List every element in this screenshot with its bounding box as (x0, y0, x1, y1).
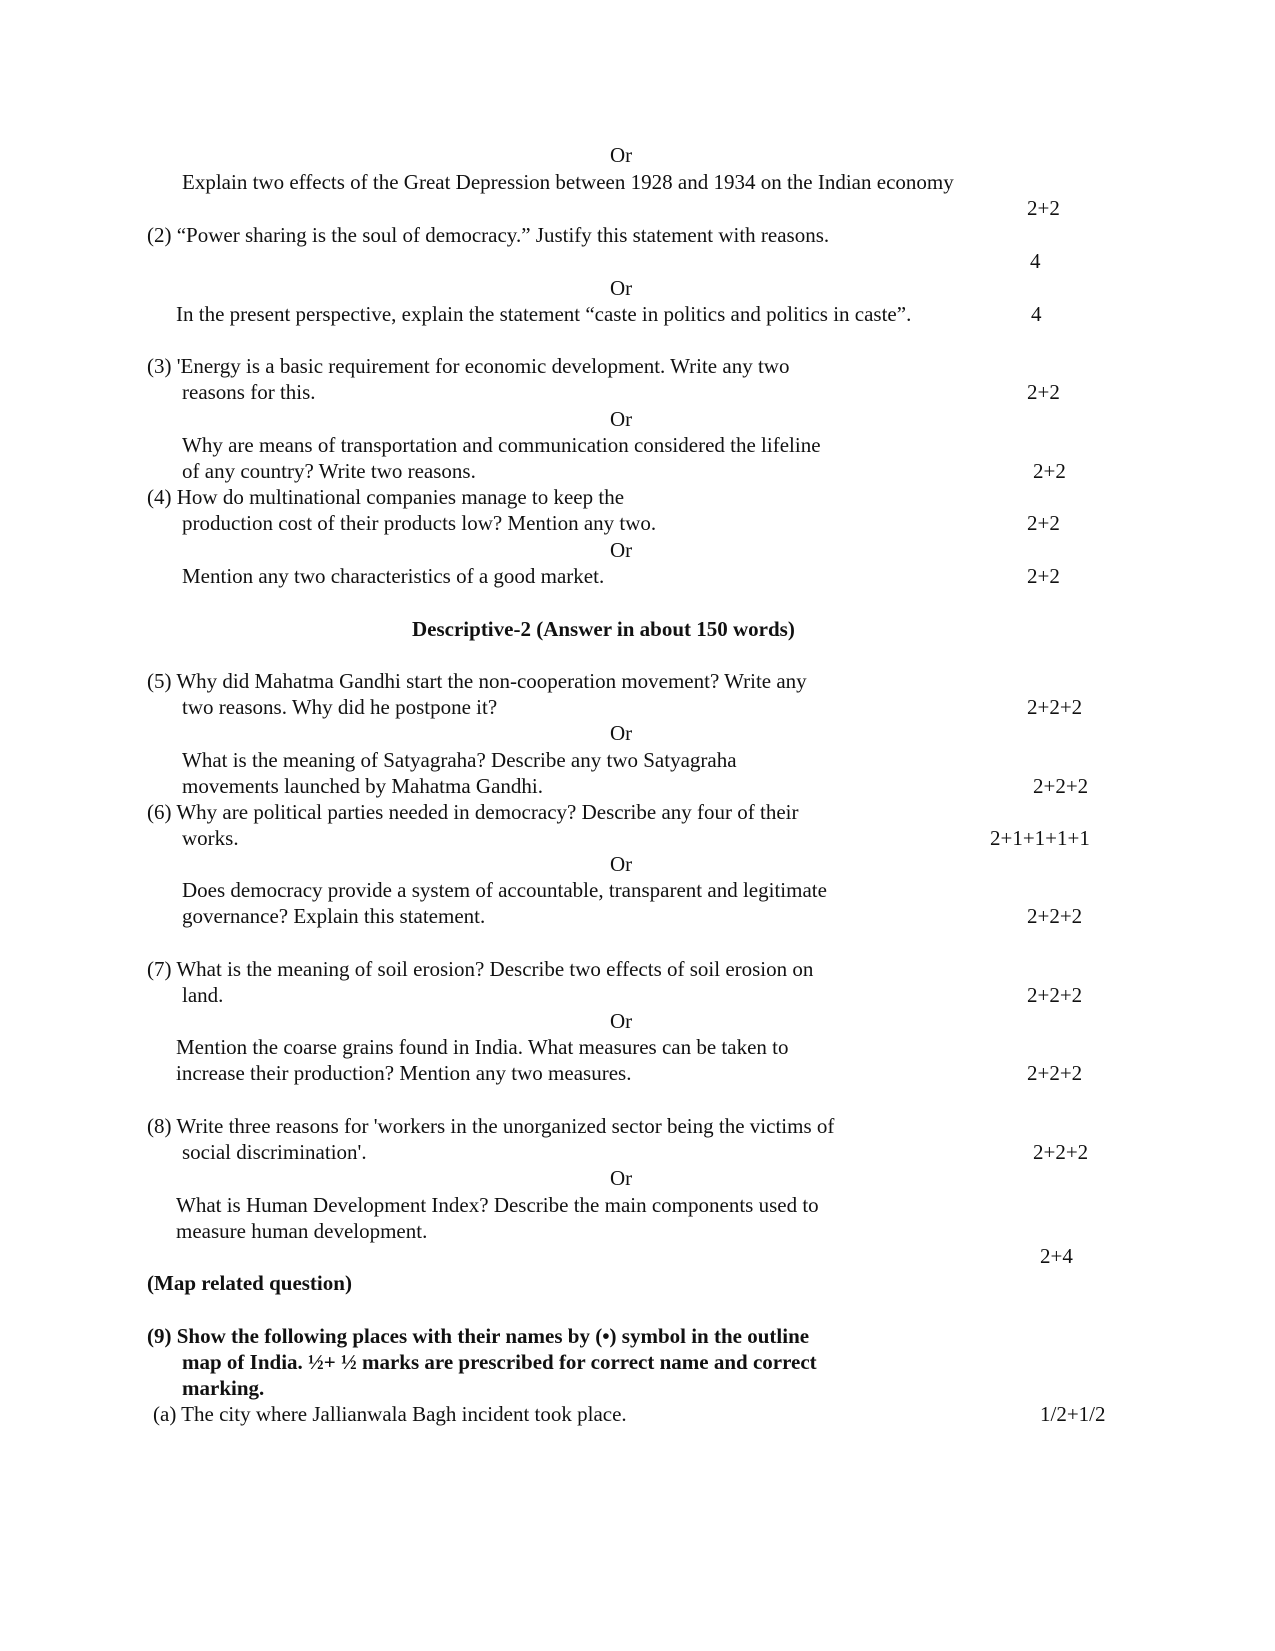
question-6-alt-line-1: Does democracy provide a system of accountable, transparent and legitimate (182, 878, 827, 902)
question-8-alt-line-1: What is Human Development Index? Describe the main components used to (176, 1193, 819, 1217)
question-8-line-1: (8) Write three reasons for 'workers in the unorganized sector being the victims of (147, 1114, 835, 1138)
question-9-part-a: (a) The city where Jallianwala Bagh incident took place. (153, 1402, 627, 1426)
map-heading: (Map related question) (147, 1271, 352, 1295)
question-9-line-1: (9) Show the following places with their names by (•) symbol in the outline (147, 1324, 810, 1348)
question-1-alt-text: Explain two effects of the Great Depression between 1928 and 1934 on the Indian economy (182, 170, 954, 194)
question-9-line-3: marking. (182, 1376, 265, 1400)
question-4-alt-marks: 2+2 (1027, 564, 1060, 588)
section-heading: Descriptive-2 (Answer in about 150 words) (412, 617, 795, 641)
or-divider: Or (610, 1166, 633, 1190)
question-3-alt-line-1: Why are means of transportation and communication considered the lifeline (182, 433, 821, 457)
question-5-marks: 2+2+2 (1027, 695, 1083, 719)
question-7-alt-marks: 2+2+2 (1027, 1061, 1083, 1085)
or-divider: Or (610, 143, 633, 167)
question-9-line-2: map of India. ½+ ½ marks are prescribed for correct name and correct (182, 1350, 817, 1374)
question-5-alt-line-2: movements launched by Mahatma Gandhi. (182, 774, 543, 798)
or-divider: Or (610, 407, 633, 431)
question-4-line-2: production cost of their products low? Mention any two. (182, 511, 657, 535)
question-8-marks: 2+2+2 (1033, 1140, 1089, 1164)
question-7-line-2: land. (182, 983, 224, 1007)
question-2-alt-marks: 4 (1031, 302, 1042, 326)
question-3-alt-line-2: of any country? Write two reasons. (182, 459, 476, 483)
question-2-alt-text: In the present perspective, explain the statement “caste in politics and politics in caste”. (176, 302, 912, 326)
or-divider: Or (610, 538, 633, 562)
question-7-line-1: (7) What is the meaning of soil erosion? Describe two effects of soil erosion on (147, 957, 814, 981)
question-4-line-1: (4) How do multinational companies manage to keep the (147, 485, 625, 509)
question-5-alt-line-1: What is the meaning of Satyagraha? Describe any two Satyagraha (182, 748, 737, 772)
question-7-marks: 2+2+2 (1027, 983, 1083, 1007)
question-3-marks: 2+2 (1027, 380, 1060, 404)
question-1-alt-marks: 2+2 (1027, 196, 1060, 220)
question-6-alt-marks: 2+2+2 (1027, 904, 1083, 928)
question-6-alt-line-2: governance? Explain this statement. (182, 904, 486, 928)
question-4-alt-text: Mention any two characteristics of a good market. (182, 564, 605, 588)
question-3-line-1: (3) 'Energy is a basic requirement for economic development. Write any two (147, 354, 790, 378)
question-4-marks: 2+2 (1027, 511, 1060, 535)
question-8-alt-marks: 2+4 (1040, 1244, 1073, 1268)
question-8-alt-line-2: measure human development. (176, 1219, 428, 1243)
question-3-line-2: reasons for this. (182, 380, 316, 404)
question-5-line-1: (5) Why did Mahatma Gandhi start the non-cooperation movement? Write any (147, 669, 807, 693)
or-divider: Or (610, 721, 633, 745)
question-5-alt-marks: 2+2+2 (1033, 774, 1089, 798)
question-7-alt-line-1: Mention the coarse grains found in India. What measures can be taken to (176, 1035, 789, 1059)
question-6-line-1: (6) Why are political parties needed in democracy? Describe any four of their (147, 800, 799, 824)
or-divider: Or (610, 852, 633, 876)
question-2-marks: 4 (1030, 249, 1041, 273)
or-divider: Or (610, 1009, 633, 1033)
or-divider: Or (610, 276, 633, 300)
question-6-marks: 2+1+1+1+1 (990, 826, 1090, 850)
question-6-line-2: works. (182, 826, 239, 850)
question-9-part-a-marks: 1/2+1/2 (1040, 1402, 1106, 1426)
question-5-line-2: two reasons. Why did he postpone it? (182, 695, 498, 719)
question-8-line-2: social discrimination'. (182, 1140, 367, 1164)
question-2-text: (2) “Power sharing is the soul of democracy.” Justify this statement with reasons. (147, 223, 830, 247)
question-3-alt-marks: 2+2 (1033, 459, 1066, 483)
question-7-alt-line-2: increase their production? Mention any two measures. (176, 1061, 632, 1085)
